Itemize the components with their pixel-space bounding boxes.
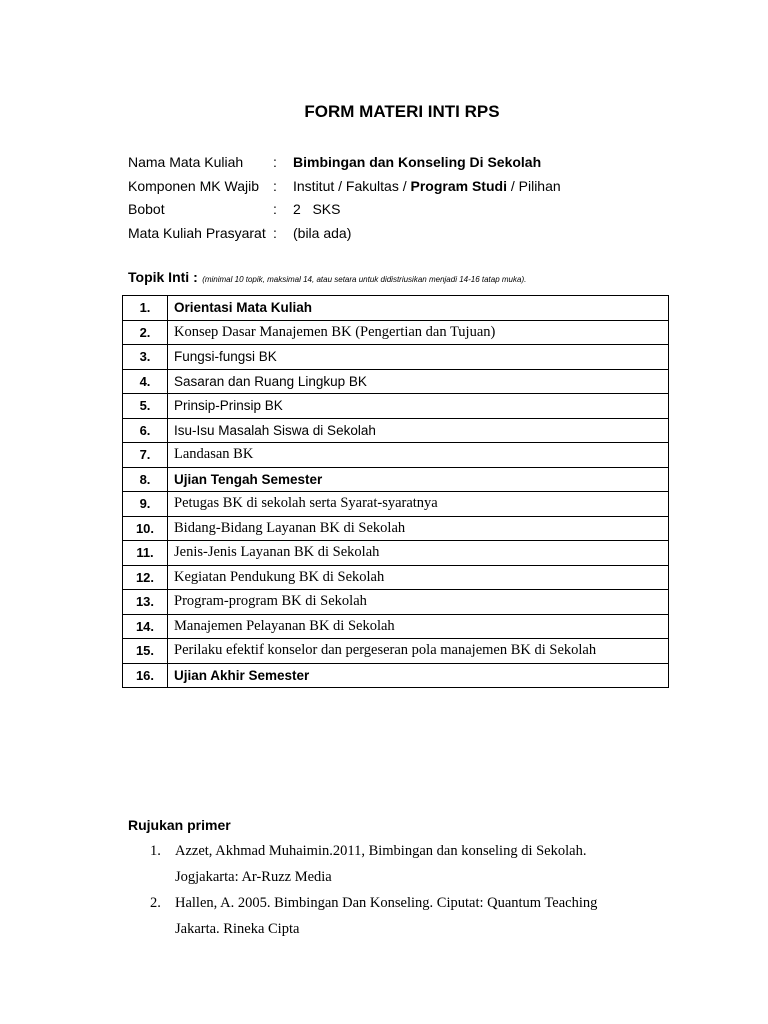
topic-row <box>123 492 669 517</box>
topic-text: Perilaku efektif konselor dan pergeseran pola manajemen BK di Sekolah <box>168 639 669 664</box>
topic-number: 4. <box>123 369 168 394</box>
topic-row <box>123 467 669 492</box>
topic-row <box>123 590 669 615</box>
info-label: Mata Kuliah Prasyarat <box>128 224 266 241</box>
topic-text: Orientasi Mata Kuliah <box>168 296 669 321</box>
topic-number: 15. <box>123 639 168 664</box>
info-value-part: Program Studi <box>410 177 507 194</box>
topic-text: Konsep Dasar Manajemen BK (Pengertian dan Tujuan) <box>168 320 669 345</box>
topic-row <box>123 296 669 321</box>
reference-line: Jakarta. Rineka Cipta <box>175 921 300 937</box>
topic-row <box>123 663 669 688</box>
topic-text: Landasan BK <box>168 443 669 468</box>
topic-number: 13. <box>123 590 168 615</box>
topic-number: 6. <box>123 418 168 443</box>
reference-line: Azzet, Akhmad Muhaimin.2011, Bimbingan dan konseling di Sekolah. <box>175 843 587 859</box>
reference-item <box>150 838 597 890</box>
info-value-part: / Pilihan <box>506 177 561 194</box>
topic-text: Petugas BK di sekolah serta Syarat-syaratnya <box>168 492 669 517</box>
topic-text: Fungsi-fungsi BK <box>168 345 669 370</box>
topic-number: 2. <box>123 320 168 345</box>
topic-text: Prinsip-Prinsip BK <box>168 394 669 419</box>
topics-table <box>122 295 669 688</box>
topic-text: Ujian Tengah Semester <box>168 467 669 492</box>
reference-line: Jogjakarta: Ar-Ruzz Media <box>175 869 332 885</box>
reference-item <box>150 890 597 942</box>
topic-text: Ujian Akhir Semester <box>168 663 669 688</box>
info-value-part: 2 SKS <box>293 201 341 217</box>
topik-inti-note: (minimal 10 topik, maksimal 14, atau setara untuk didistriusikan menjadi 14-16 tatap muka). <box>202 275 527 284</box>
topic-text: Manajemen Pelayanan BK di Sekolah <box>168 614 669 639</box>
topic-text: Kegiatan Pendukung BK di Sekolah <box>168 565 669 590</box>
topic-row <box>123 345 669 370</box>
topic-number: 12. <box>123 565 168 590</box>
topic-row <box>123 418 669 443</box>
topic-number: 10. <box>123 516 168 541</box>
topik-inti-heading <box>128 269 526 287</box>
topic-number: 7. <box>123 443 168 468</box>
topik-inti-label: Topik Inti : <box>128 269 198 285</box>
topic-text: Bidang-Bidang Layanan BK di Sekolah <box>168 516 669 541</box>
topic-number: 14. <box>123 614 168 639</box>
info-value-part: Bimbingan dan Konseling Di Sekolah <box>293 154 542 170</box>
info-label: Bobot <box>128 201 165 217</box>
topic-row <box>123 614 669 639</box>
topic-row <box>123 320 669 345</box>
reference-number: 2. <box>150 895 161 911</box>
info-colon: : <box>273 224 277 241</box>
topic-number: 1. <box>123 296 168 321</box>
topic-number: 11. <box>123 541 168 566</box>
topic-number: 5. <box>123 394 168 419</box>
info-value <box>293 201 340 217</box>
topic-number: 9. <box>123 492 168 517</box>
topic-text: Sasaran dan Ruang Lingkup BK <box>168 369 669 394</box>
topic-text: Jenis-Jenis Layanan BK di Sekolah <box>168 541 669 566</box>
topic-text: Program-program BK di Sekolah <box>168 590 669 615</box>
info-colon: : <box>273 201 277 217</box>
topic-number: 8. <box>123 467 168 492</box>
reference-line: Hallen, A. 2005. Bimbingan Dan Konseling. Ciputat: Quantum Teaching <box>175 895 598 911</box>
topic-row <box>123 369 669 394</box>
form-title: FORM MATERI INTI RPS <box>304 102 500 121</box>
reference-number: 1. <box>150 843 161 859</box>
topic-row <box>123 516 669 541</box>
info-value-part: (bila ada) <box>293 224 352 241</box>
topic-row <box>123 394 669 419</box>
topic-number: 3. <box>123 345 168 370</box>
info-colon: : <box>273 177 277 194</box>
topic-row <box>123 639 669 664</box>
topic-row <box>123 541 669 566</box>
info-value <box>293 154 541 170</box>
info-label: Nama Mata Kuliah <box>128 154 244 170</box>
info-value <box>293 178 561 194</box>
references-list <box>150 838 597 942</box>
references-heading: Rujukan primer <box>128 817 231 833</box>
topic-number: 16. <box>123 663 168 688</box>
info-value-part: Institut / Fakultas / <box>293 177 411 194</box>
topic-text: Isu-Isu Masalah Siswa di Sekolah <box>168 418 669 443</box>
topic-row <box>123 443 669 468</box>
info-colon: : <box>273 154 277 170</box>
info-value <box>293 225 351 241</box>
topic-row <box>123 565 669 590</box>
info-label: Komponen MK Wajib <box>128 177 259 194</box>
